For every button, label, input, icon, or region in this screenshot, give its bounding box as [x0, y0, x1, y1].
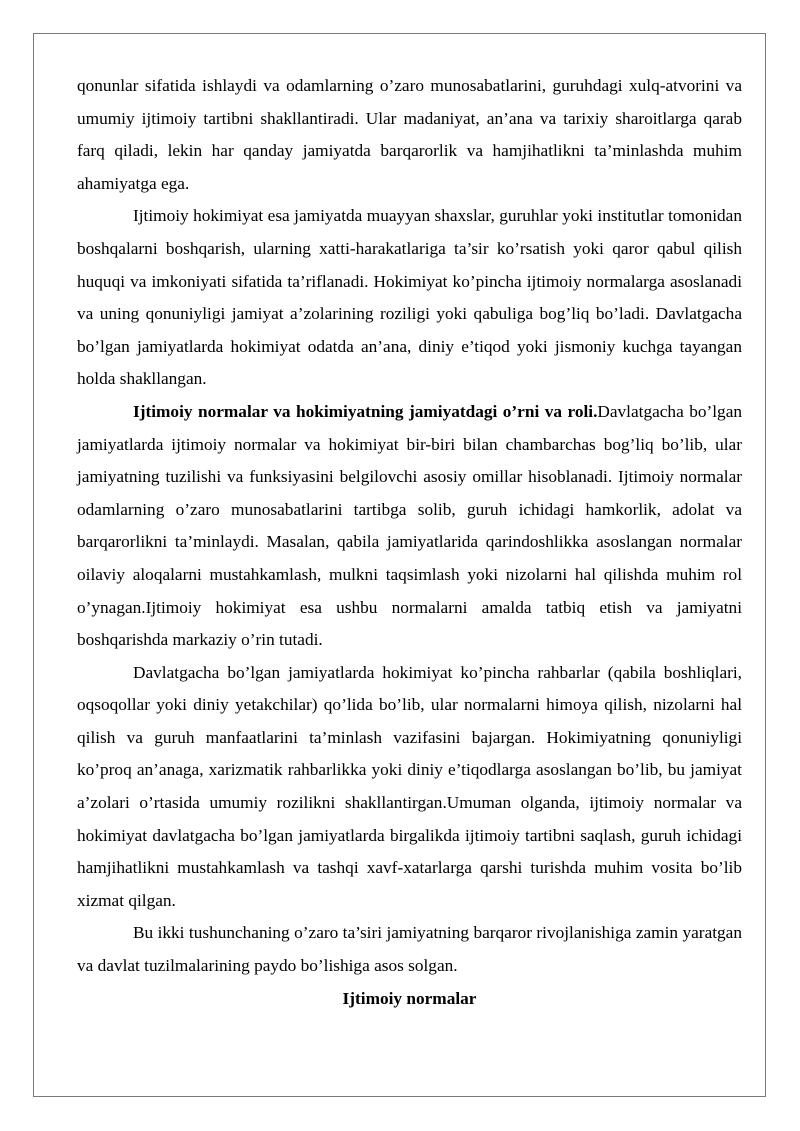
- paragraph-3: [77, 396, 742, 657]
- paragraph-2: Ijtimoiy hokimiyat esa jamiyatda muayyan shaxslar, guruhlar yoki institutlar tomonidan boshqalarni boshqarish, ularning xatti-harakatlariga ta’sir ko’rsatish yoki qaror qabul qilish huquqi va imkoniyati sifatida ta’riflanadi. Hokimiyat ko’pincha ijtimoiy normalarga asoslanadi va uning qonuniyligi jamiyat a’zolarining roziligi yoki qabuliga bog’liq bo’ladi. Davlatgacha bo’lgan jamiyatlarda hokimiyat odatda an’ana, diniy e’tiqod yoki jismoniy kuchga tayangan holda shakllangan.: [77, 206, 742, 389]
- paragraph-1: qonunlar sifatida ishlaydi va odamlarning o’zaro munosabatlarini, guruhdagi xulq-atvorini va umumiy ijtimoiy tartibni shakllantiradi. Ular madaniyat, an’ana va tarixiy sharoitlarga qarab farq qiladi, lekin har qanday jamiyatda barqarorlik va hamjihatlikni ta’minlashda muhim ahamiyatga ega.: [77, 76, 742, 193]
- paragraph-heading: Ijtimoiy normalar va hokimiyatning jamiyatdagi o’rni va roli.: [133, 401, 598, 421]
- paragraph-3-text: Davlatgacha bo’lgan jamiyatlarda ijtimoiy normalar va hokimiyat bir-biri bilan chambarchas bog’liq bo’lib, ular jamiyatning tuzilishi va funksiyasini belgilovchi asosiy omillar hisoblanadi. Ijtimoiy normalar odamlarning o’zaro munosabatlarini tartibga solib, guruh ichidagi hamkorlik, adolat va barqarorlikni ta’minlaydi. Masalan, qabila jamiyatlarida qarindoshlikka asoslangan normalar oilaviy aloqalarni mustahkamlash, mulkni taqsimlash yoki nizolarni hal qilishda muhim rol o’ynagan.Ijtimoiy hokimiyat esa ushbu normalarni amalda tatbiq etish va jamiyatni boshqarishda markaziy o’rin tutadi.: [77, 401, 743, 650]
- paragraph-4: Davlatgacha bo’lgan jamiyatlarda hokimiyat ko’pincha rahbarlar (qabila boshliqlari, oqsoqollar yoki diniy yetakchilar) qo’lida bo’lib, ular normalarni himoya qilish, nizolarni hal qilish va guruh manfaatlarini ta’minlash vazifasini bajargan. Hokimiyatning qonuniyligi ko’proq an’anaga, xarizmatik rahbarlikka yoki diniy e’tiqodlarga asoslangan bo’lib, bu jamiyat a’zolari o’rtasida umumiy rozilikni shakllantirgan.Umuman olganda, ijtimoiy normalar va hokimiyat davlatgacha bo’lgan jamiyatlarda birgalikda ijtimoiy tartibni saqlash, guruh ichidagi hamjihatlikni mustahkamlash va tashqi xavf-xatarlarga qarshi turishda muhim vosita bo’lib xizmat qilgan.: [77, 662, 742, 910]
- document-body: [77, 70, 742, 1015]
- section-title: Ijtimoiy normalar: [342, 988, 477, 1008]
- paragraph-5: Bu ikki tushunchaning o’zaro ta’siri jamiyatning barqaror rivojlanishiga zamin yaratgan va davlat tuzilmalarining paydo bo’lishiga asos solgan.: [77, 923, 742, 976]
